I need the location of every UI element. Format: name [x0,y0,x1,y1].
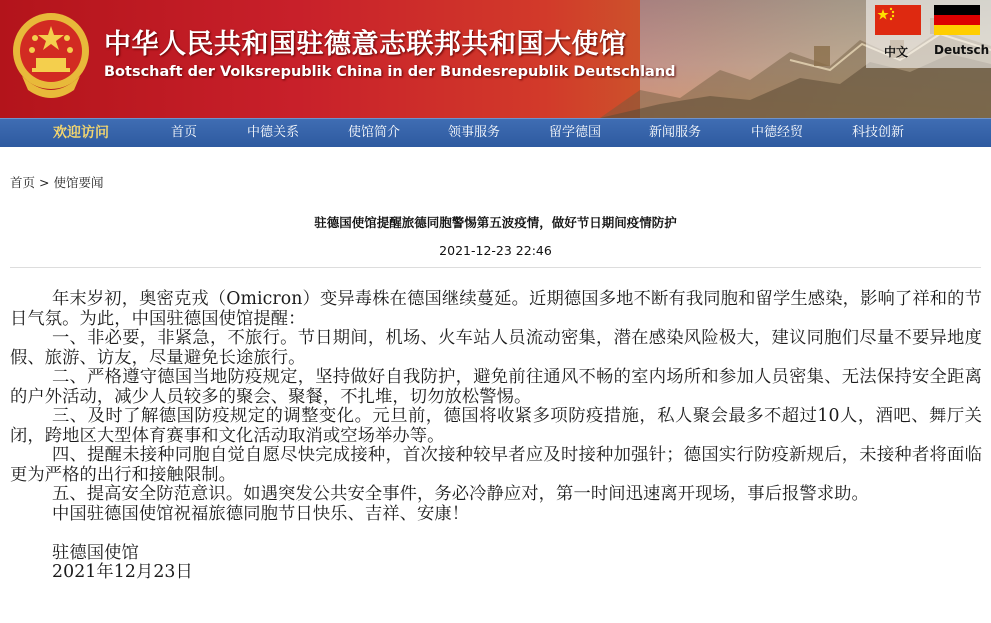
language-link-chinese[interactable]: 中文 [884,45,909,59]
nav-item-study-in-germany[interactable]: 留学德国 [549,125,602,140]
breadcrumb-current-link[interactable]: 使馆要闻 [53,175,104,190]
article-paragraph: 四、提醒未接种同胞自觉自愿尽快完成接种，首次接种较早者应及时接种加强针；德国实行防疫新规后，未接种者将面临更为严格的出行和接触限制。 [10,445,982,485]
article-signed-date: 2021年12月23日 [52,562,193,582]
nav-item-consular-services[interactable]: 领事服务 [448,125,501,140]
title-divider [10,267,981,268]
nav-item-home[interactable]: 首页 [171,125,198,140]
article-paragraph: 中国驻德国使馆祝福旅德同胞节日快乐、吉祥、安康！ [52,503,470,524]
nav-item-news-services[interactable]: 新闻服务 [649,125,702,140]
national-emblem-icon [8,6,94,106]
nav-item-welcome[interactable]: 欢迎访问 [53,125,109,141]
flag-china-icon[interactable] [875,5,921,35]
nav-item-sino-german-relations[interactable]: 中德关系 [247,125,300,140]
article-paragraph: 五、提高安全防范意识。如遇突发公共安全事件，务必冷静应对，第一时间迅速离开现场，事后报警求助。 [52,484,869,504]
embassy-title-chinese: 中华人民共和国驻德意志联邦共和国大使馆 [104,29,627,60]
header-banner [0,0,991,118]
flag-germany-icon[interactable] [934,5,980,35]
article-paragraph: 二、严格遵守德国当地防疫规定，坚持做好自我防护，避免前往通风不畅的室内场所和参加人员密集、无法保持安全距离的户外活动，减少人员较多的聚会、聚餐，不扎堆，切勿放松警惕。 [10,367,982,407]
article-signature: 驻德国使馆 [52,542,139,563]
article-paragraph: 一、非必要，非紧急，不旅行。节日期间，机场、火车站人员流动密集，潜在感染风险极大，建议同胞们尽量不要异地度假、旅游、访友，尽量避免长途旅行。 [10,328,982,368]
breadcrumb-separator: > [39,175,50,190]
main-navigation [0,118,991,147]
breadcrumb-home-link[interactable]: 首页 [10,175,36,190]
nav-item-science-innovation[interactable]: 科技创新 [852,125,905,140]
breadcrumb [10,173,104,191]
nav-item-embassy-intro[interactable]: 使馆简介 [348,125,401,140]
article-date: 2021-12-23 22:46 [439,243,552,258]
article-title: 驻德国使馆提醒旅德同胞警惕第五波疫情，做好节日期间疫情防护 [314,215,677,230]
embassy-title-german: Botschaft der Volksrepublik China in der Bundesrepublik Deutschland [104,64,676,80]
article-paragraph: 三、及时了解德国防疫规定的调整变化。元旦前，德国将收紧多项防疫措施，私人聚会最多不超过10人，酒吧、舞厅关闭，跨地区大型体育赛事和文化活动取消或空场举办等。 [10,406,982,446]
article-paragraph: 年末岁初，奥密克戎（Omicron）变异毒株在德国继续蔓延。近期德国多地不断有我同胞和留学生感染，影响了祥和的节日气氛。为此，中国驻德国使馆提醒： [10,289,982,329]
language-link-german[interactable]: Deutsch [934,43,990,57]
article-body [10,290,982,583]
nav-item-economy-trade[interactable]: 中德经贸 [751,125,804,140]
